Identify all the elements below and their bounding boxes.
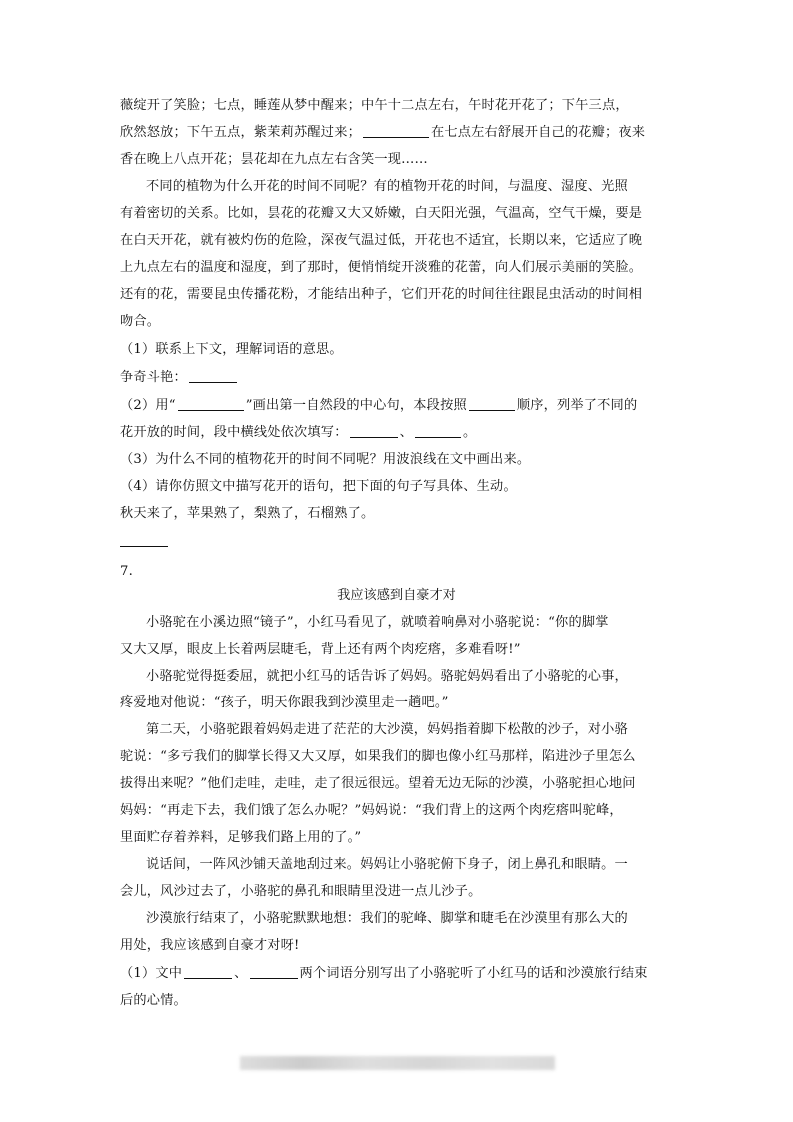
text: 香在晚上八点开花；昙花却在九点左右含笑一现…… [120,152,428,167]
fill-blank[interactable] [189,368,237,383]
fill-blank[interactable] [415,423,461,438]
answer-line[interactable] [120,546,168,547]
text: 会儿，风沙过去了，小骆驼的鼻孔和眼睛里没进一点儿沙子。 [120,884,482,899]
text: 、 [399,425,413,440]
question-1-word [120,368,239,388]
fill-blank[interactable] [184,964,232,979]
passage-line [120,936,300,956]
text: 吻合。 [120,314,161,329]
text: 7. [120,564,133,579]
text: 。 [462,425,477,440]
passage-line [146,177,628,197]
question-1 [120,340,343,360]
fill-blank[interactable] [469,396,515,411]
text: 沙漠旅行结束了，小骆驼默默地想：我们的驼峰、脚掌和睫毛在沙漠里有那么大的 [146,911,628,926]
text: 薇绽开了笑脸；七点，睡莲从梦中醒来；中午十二点左右，午时花开花了；下午三点， [120,98,629,113]
passage-line [120,882,481,902]
text: （4）请你仿照文中描写花开的语句，把下面的句子写具体、生动。 [120,479,517,494]
passage-line [120,150,428,170]
text: （1）联系上下文，理解词语的意思。 [120,342,343,357]
text: 拔得出来呢？”他们走哇，走哇，走了很远很远。望着无边无际的沙漠，小骆驼担心地问 [120,776,636,791]
text: 顺序，列举了不同的 [516,398,638,413]
text: 秋天来了，苹果熟了，梨熟了，石榴熟了。 [120,506,375,521]
text: （2）用“ [120,398,176,413]
question-4 [120,477,517,497]
question-4-sentence [120,504,374,524]
passage-line [146,613,609,633]
passage-line [120,747,636,767]
passage-line [120,828,361,848]
text: 用处，我应该感到自豪才对呀! [120,938,300,953]
passage-line [120,204,642,224]
passage-title [0,586,793,606]
text: 说话间，一阵风沙铺天盖地刮过来。妈妈让小骆驼俯下身子，闭上鼻孔和眼睛。一 [146,857,628,872]
question-2 [120,396,637,416]
text: 小骆驼觉得挺委屈，就把小红马的话告诉了妈妈。骆驼妈妈看出了小骆驼的心事， [146,669,628,684]
fill-blank[interactable] [350,423,398,438]
text: （3）为什么不同的植物花开的时间不同呢？用波浪线在文中画出来。 [120,452,531,467]
passage-line [146,667,628,687]
passage-line [120,693,449,713]
text: 驼说：“多亏我们的脚掌长得又大又厚，如果我们的脚也像小红马那样，陷进沙子里怎么 [120,749,636,764]
question-7-1-line2 [120,991,187,1011]
text: 在七点左右舒展开自己的花瓣；夜来 [430,125,646,140]
question-2-line2 [120,423,476,443]
text: 花开放的时间，段中横线处依次填写： [120,425,348,440]
passage-line [146,855,628,875]
passage-line [120,801,623,821]
text: 我应该感到自豪才对 [337,588,456,603]
passage-line [120,285,642,305]
passage-line [146,909,628,929]
passage-line [120,258,642,278]
fill-blank[interactable] [178,396,244,411]
passage-line [146,720,628,740]
passage-line [120,312,160,332]
text: 妈妈：“再走下去，我们饿了怎么办呢？”妈妈说：“我们背上的这两个肉疙瘩叫驼峰， [120,803,623,818]
text: （1）文中 [120,966,183,981]
text: 争奇斗艳： [120,370,187,385]
text: 小骆驼在小溪边照“镜子”，小红马看见了，就喷着响鼻对小骆驼说：“你的脚掌 [146,615,609,630]
text: 上九点左右的温度和湿度，到了那时，便悄悄绽开淡雅的花蕾，向人们展示美丽的笑脸。 [120,260,643,275]
text: 不同的植物为什么开花的时间不同呢？有的植物开花的时间，与温度、湿度、光照 [146,179,628,194]
text: ”画出第一自然段的中心句，本段按照 [245,398,467,413]
text: 第二天，小骆驼跟着妈妈走进了茫茫的大沙漠，妈妈指着脚下松散的沙子，对小骆 [146,722,628,737]
text: 还有的花，需要昆虫传播花粉，才能结出种子，它们开花的时间往往跟昆虫活动的时间相 [120,287,643,302]
passage-line [120,96,629,116]
passage-line [120,123,645,143]
question-7-1 [120,964,648,984]
text: 、 [234,966,248,981]
passage-line [120,231,642,251]
passage-line [120,774,636,794]
passage-line [120,640,521,660]
text: 有着密切的关系。比如，昙花的花瓣又大又娇嫩，白天阳光强，气温高，空气干燥，要是 [120,206,643,221]
text: 里面贮存着养料，足够我们路上用的了。” [120,830,362,845]
question-3 [120,450,530,470]
text: 疼爱地对他说：“孩子，明天你跟我到沙漠里走一趟吧。” [120,695,449,710]
text: 在白天开花，就有被灼伤的危险，深夜气温过低，开花也不适宜，长期以来，它适应了晚 [120,233,643,248]
question-number [120,562,133,582]
text: 两个词语分别写出了小骆驼听了小红马的话和沙漠旅行结束 [299,966,648,981]
fill-blank[interactable] [250,964,298,979]
fill-blank[interactable] [363,123,429,138]
text: 又大又厚，眼皮上长着两层睫毛，背上还有两个肉疙瘩，多难看呀!” [120,642,521,657]
blurred-footer [240,1056,555,1070]
text: 欣然怒放；下午五点，紫茉莉苏醒过来； [120,125,361,140]
text: 后的心情。 [120,993,187,1008]
